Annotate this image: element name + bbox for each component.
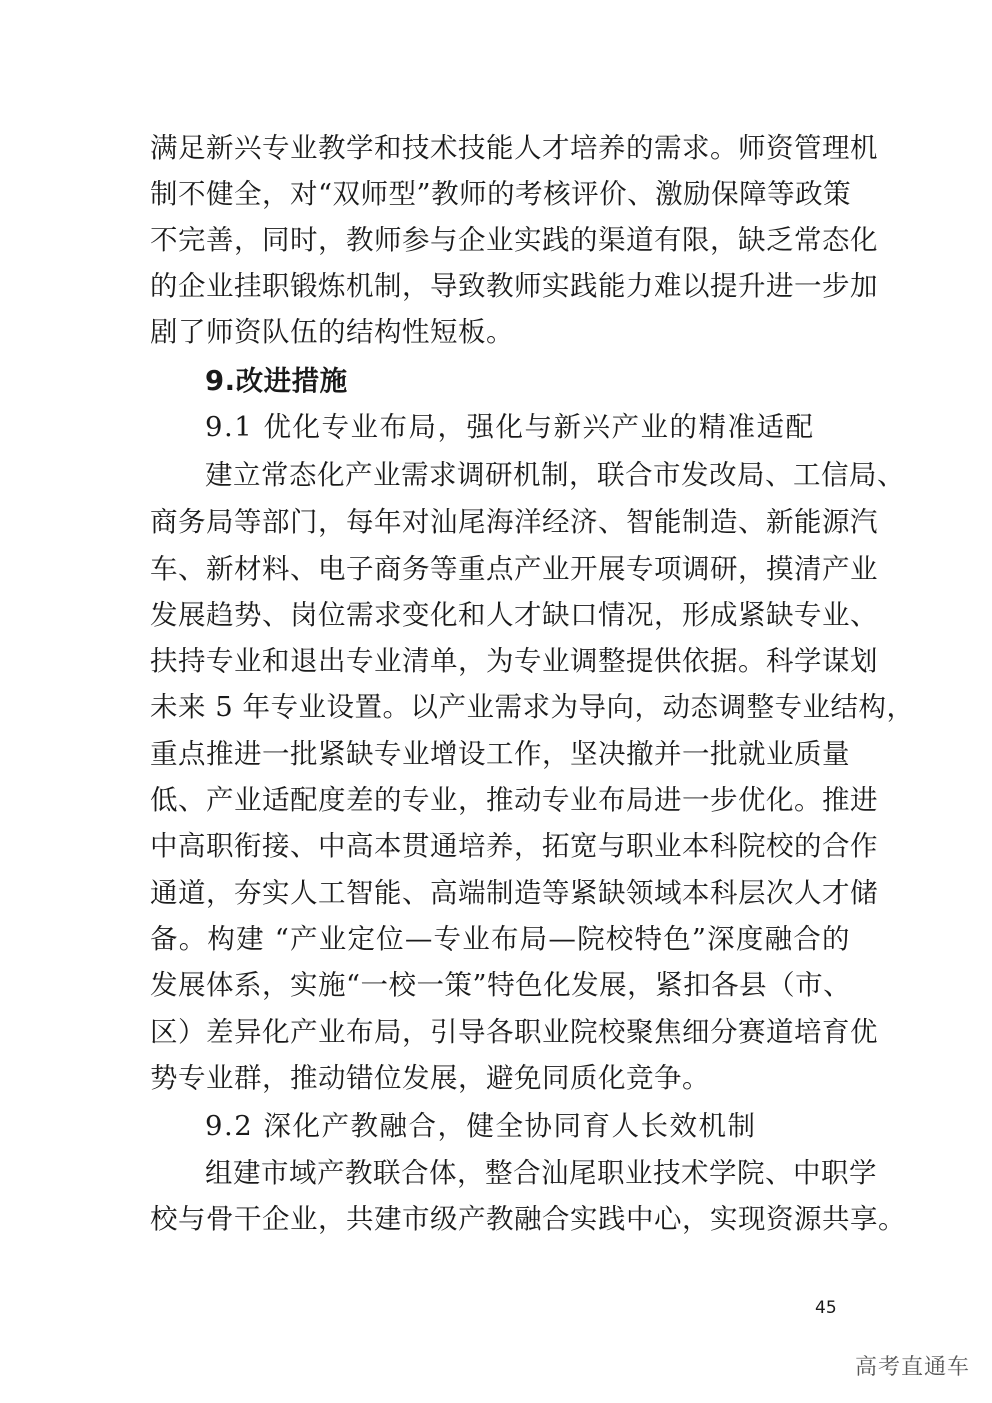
- paragraph-line: 备。构建 “产业定位—专业布局—院校特色”深度融合的: [150, 923, 850, 955]
- paragraph-line: 重点推进一批紧缺专业增设工作，坚决撤并一批就业质量: [150, 738, 850, 770]
- paragraph-line: 组建市域产教联合体，整合汕尾职业技术学院、中职学: [205, 1157, 877, 1189]
- paragraph-line: 满足新兴专业教学和技术技能人才培养的需求。师资管理机: [150, 132, 878, 164]
- subsection-heading: 9.2 深化产教融合，健全协同育人长效机制: [205, 1110, 757, 1142]
- subsection-heading: 9.1 优化专业布局，强化与新兴产业的精准适配: [205, 411, 815, 443]
- paragraph-line: 中高职衔接、中高本贯通培养，拓宽与职业本科院校的合作: [150, 830, 878, 862]
- paragraph-line: 车、新材料、电子商务等重点产业开展专项调研，摸清产业: [150, 553, 878, 585]
- paragraph-line: 通道，夯实人工智能、高端制造等紧缺领域本科层次人才储: [150, 877, 878, 909]
- paragraph-line: 扶持专业和退出专业清单，为专业调整提供依据。科学谋划: [150, 645, 878, 677]
- paragraph-line: 剧了师资队伍的结构性短板。: [150, 316, 514, 348]
- paragraph-line: 商务局等部门，每年对汕尾海洋经济、智能制造、新能源汽: [150, 506, 878, 538]
- section-heading: 9.改进措施: [205, 365, 348, 397]
- paragraph-line: 低、产业适配度差的专业，推动专业布局进一步优化。推进: [150, 784, 878, 816]
- paragraph-line: 发展趋势、岗位需求变化和人才缺口情况，形成紧缺专业、: [150, 599, 878, 631]
- paragraph-line: 势专业群，推动错位发展，避免同质化竞争。: [150, 1062, 710, 1094]
- paragraph-line: 建立常态化产业需求调研机制，联合市发改局、工信局、: [205, 459, 905, 491]
- paragraph-line: 发展体系，实施“一校一策”特色化发展，紧扣各县（市、: [150, 969, 852, 1001]
- paragraph-line: 未来 5 年专业设置。以产业需求为导向，动态调整专业结构，: [150, 691, 915, 723]
- paragraph-line: 校与骨干企业，共建市级产教融合实践中心，实现资源共享。: [150, 1203, 906, 1235]
- watermark-text: 高考直通车: [855, 1355, 971, 1380]
- paragraph-line: 不完善，同时，教师参与企业实践的渠道有限，缺乏常态化: [150, 224, 878, 256]
- page-number: 45: [815, 1298, 837, 1318]
- paragraph-line: 的企业挂职锻炼机制，导致教师实践能力难以提升进一步加: [150, 270, 878, 302]
- paragraph-line: 制不健全，对“双师型”教师的考核评价、激励保障等政策: [150, 178, 852, 210]
- paragraph-line: 区）差异化产业布局，引导各职业院校聚焦细分赛道培育优: [150, 1016, 878, 1048]
